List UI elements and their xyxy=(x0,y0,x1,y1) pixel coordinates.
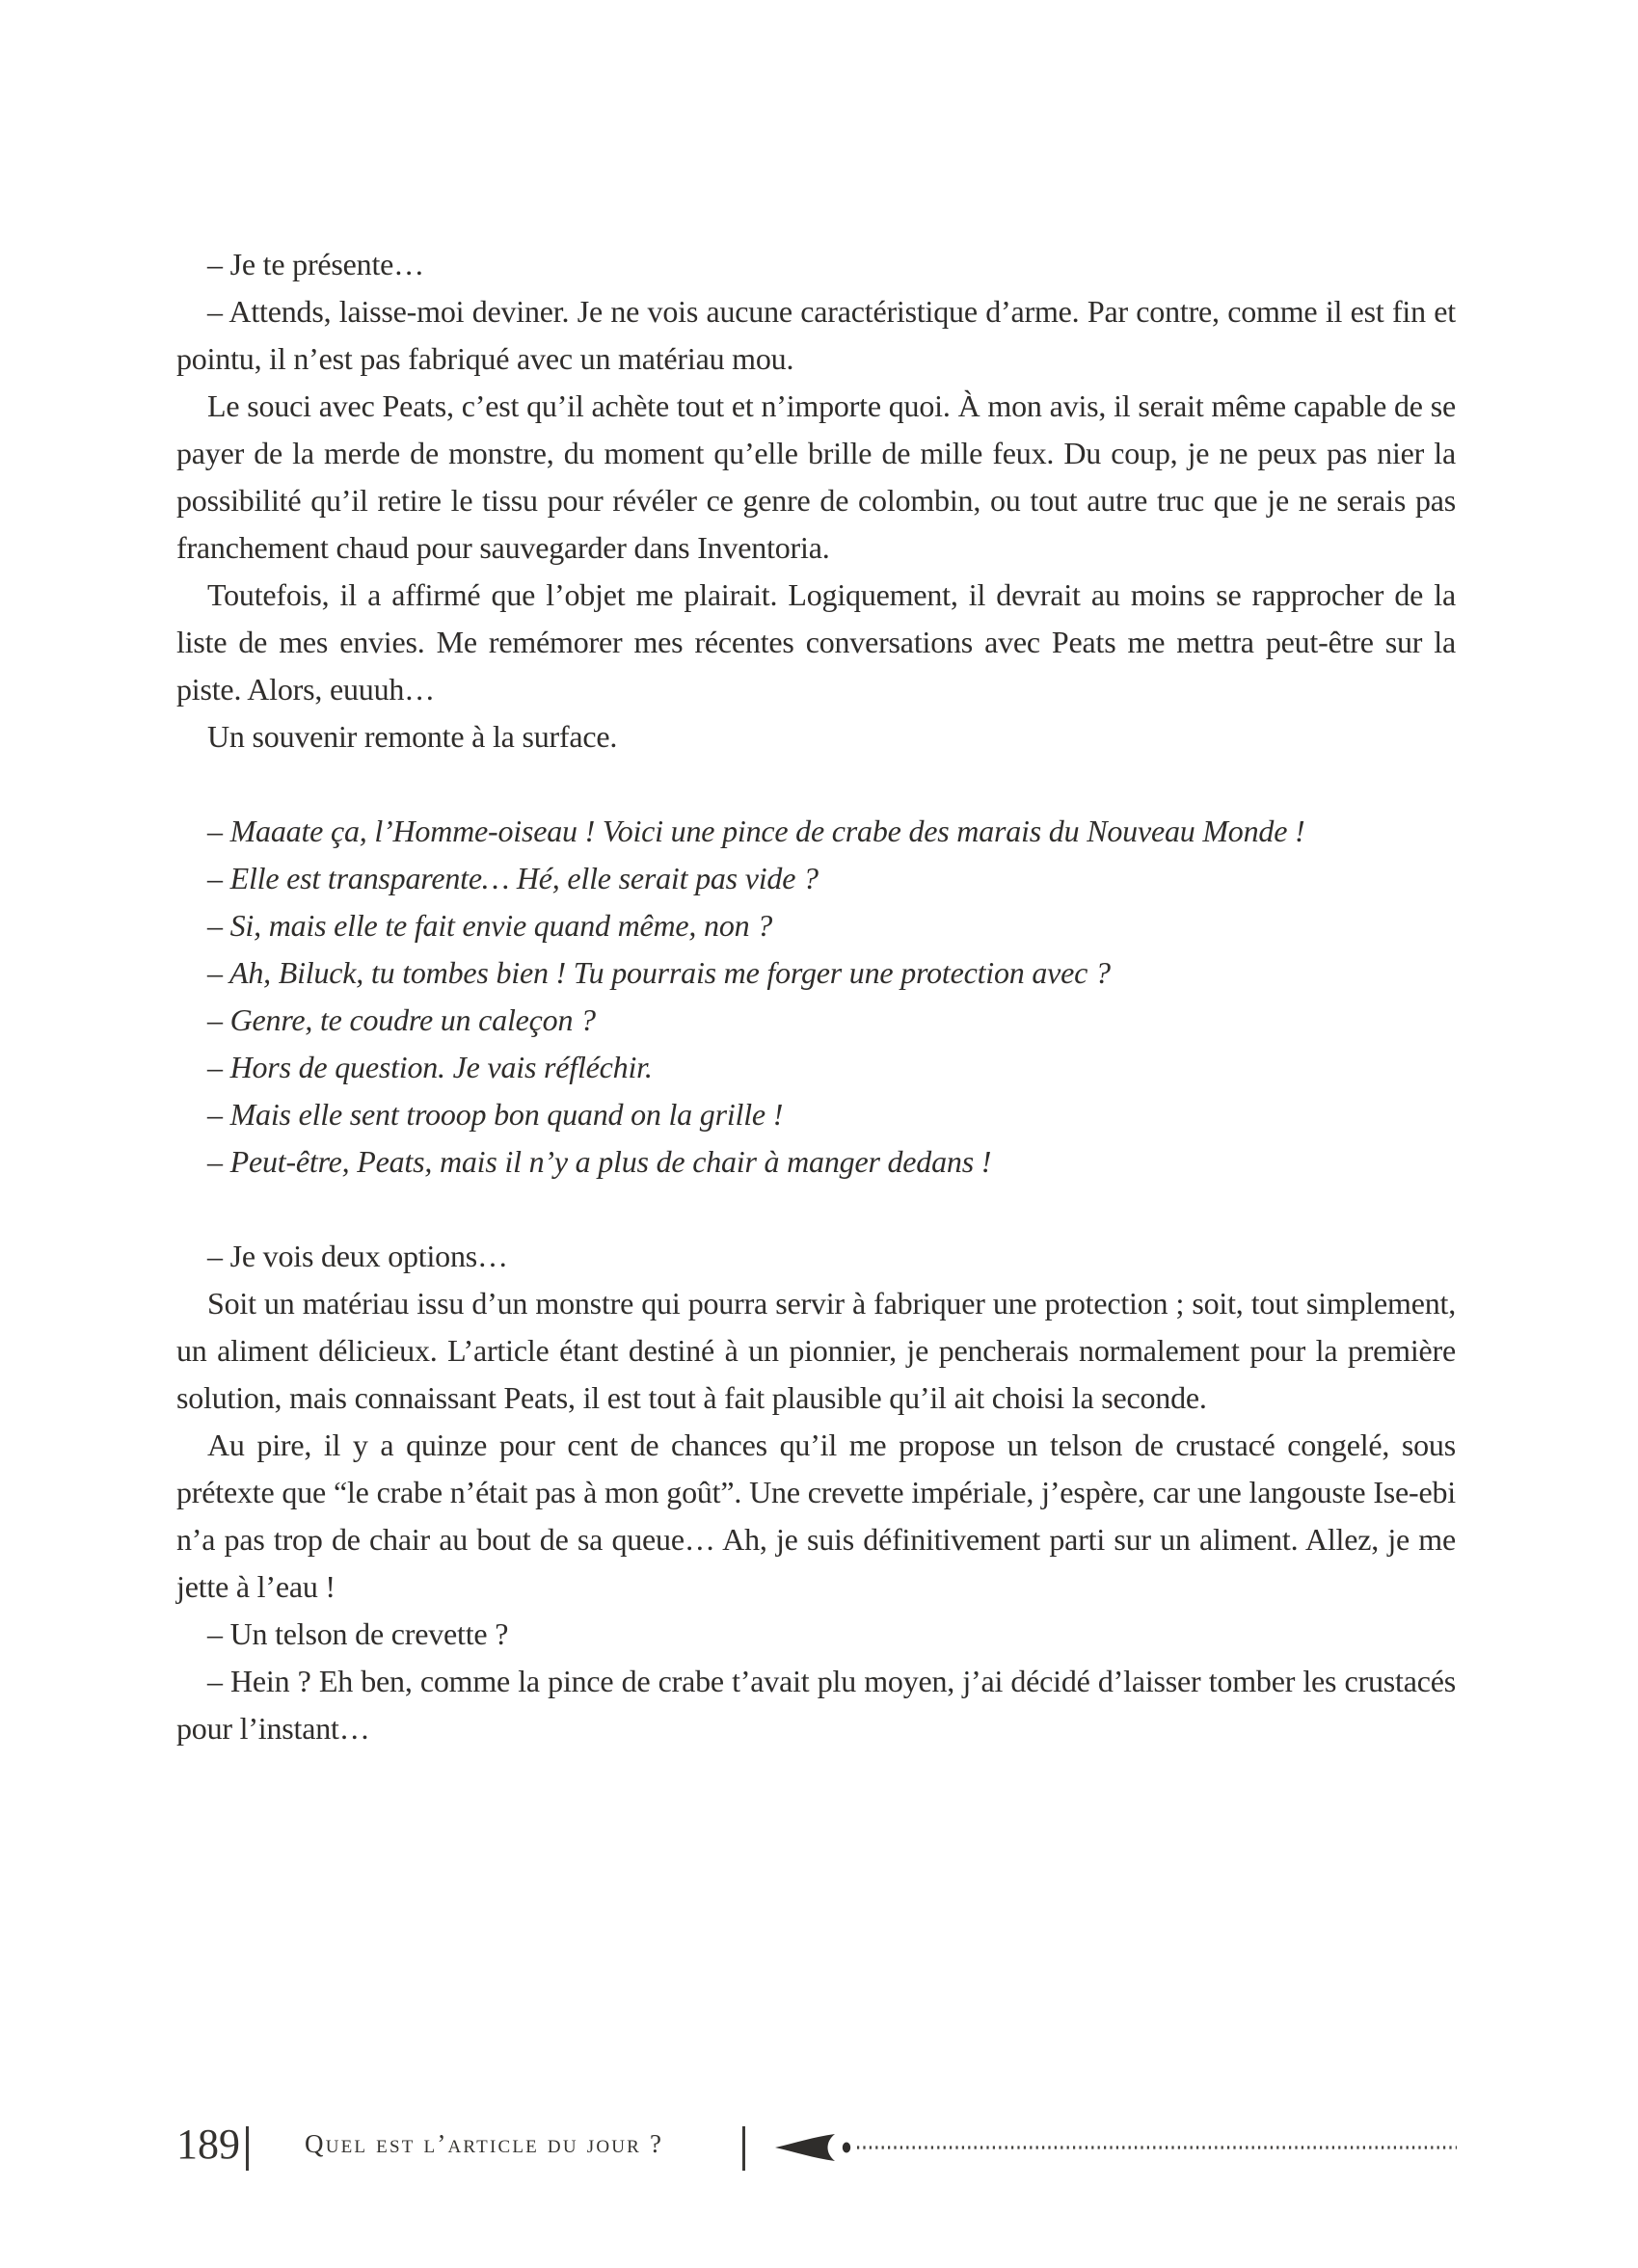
body-paragraph: Toutefois, il a affirmé que l’objet me plairait. Logiquement, il devrait au moins se rapprocher de la liste de mes envies. Me remémorer mes récentes conversations avec Peats me mettra peut-être sur la piste. Alors, euuuh… xyxy=(176,577,1456,707)
flashback-line: – Elle est transparente… Hé, elle serait pas vide ? xyxy=(207,861,819,895)
body-paragraph: Le souci avec Peats, c’est qu’il achète tout et n’importe quoi. À mon avis, il serait même capable de se payer de la merde de monstre, du moment qu’elle brille de mille feux. Du coup, je ne peux pas nier la possibilité qu’il retire le tissu pour révéler ce genre de colombin, ou tout autre truc que je ne serais pas franchement chaud pour sauvegarder dans Inventoria. xyxy=(176,388,1456,565)
page-text-block xyxy=(176,241,1456,1752)
footer-rule xyxy=(246,2126,249,2171)
dialogue-line: – Un telson de crevette ? xyxy=(207,1616,509,1651)
dialogue-line: – Je vois deux options… xyxy=(207,1239,508,1273)
dialogue-line: – Hein ? Eh ben, comme la pince de crabe t’avait plu moyen, j’ai décidé d’laisser tomber les crustacés pour l’instant… xyxy=(176,1664,1456,1746)
body-paragraph: Un souvenir remonte à la surface. xyxy=(207,719,618,754)
page-footer xyxy=(176,2121,1462,2178)
dialogue-line: – Attends, laisse-moi deviner. Je ne vois aucune caractéristique d’arme. Par contre, comme il est fin et pointu, il n’est pas fabriqué avec un matériau mou. xyxy=(176,294,1456,376)
flashback-line: – Ah, Biluck, tu tombes bien ! Tu pourrais me forger une protection avec ? xyxy=(207,955,1111,990)
dialogue-line: – Je te présente… xyxy=(207,247,424,281)
flashback-line: – Mais elle sent trooop bon quand on la grille ! xyxy=(207,1097,784,1132)
body-paragraph: Au pire, il y a quinze pour cent de chances qu’il me propose un telson de crustacé congelé, sous prétexte que “le crabe n’était pas à mon goût”. Une crevette impériale, j’espère, car une langouste Ise-ebi n’a pas trop de chair au bout de sa queue… Ah, je suis définitivement parti sur un aliment. Allez, je me jette à l’eau ! xyxy=(176,1428,1456,1604)
flashback-line: – Maaate ça, l’Homme-oiseau ! Voici une pince de crabe des marais du Nouveau Monde ! xyxy=(207,814,1305,848)
flashback-line: – Si, mais elle te fait envie quand même, non ? xyxy=(207,908,773,943)
arrow-ornament-icon xyxy=(775,2133,1460,2162)
running-title: Quel est l’article du jour ? xyxy=(305,2129,664,2158)
footer-rule xyxy=(742,2126,745,2171)
flashback-line: – Genre, te coudre un caleçon ? xyxy=(207,1002,596,1037)
flashback-line: – Peut-être, Peats, mais il n’y a plus de chair à manger dedans ! xyxy=(207,1144,992,1179)
page-number: 189 xyxy=(176,2121,240,2168)
body-paragraph: Soit un matériau issu d’un monstre qui pourra servir à fabriquer une protection ; soit, tout simplement, un aliment délicieux. L’article étant destiné à un pionnier, je pencherais normalement pour la première solution, mais connaissant Peats, il est tout à fait plausible qu’il ait choisi la seconde. xyxy=(176,1286,1456,1415)
flashback-line: – Hors de question. Je vais réfléchir. xyxy=(207,1050,653,1084)
